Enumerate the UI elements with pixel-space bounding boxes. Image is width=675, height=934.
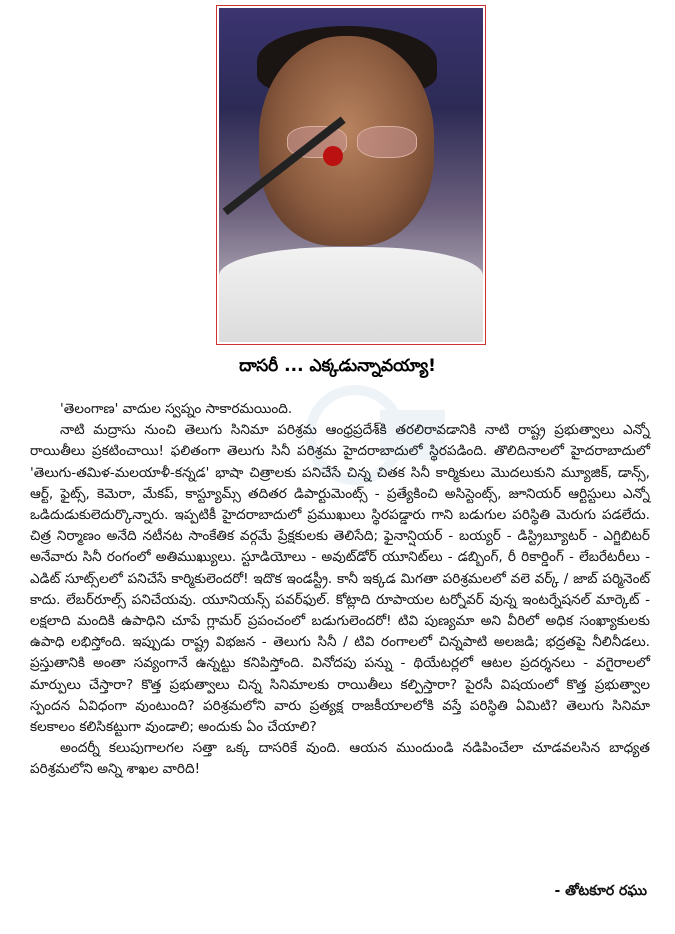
article-paragraph: అందర్నీ కలుపుగాలగల సత్తా ఒక్క దాసరికే వుంది. ఆయన ముందుండి నడిపించేలా చూడవలసిన బాధ్యత పరిశ్రమలోని అన్ని శాఖల వారిది! — [30, 740, 650, 778]
speaker-portrait — [219, 8, 483, 342]
article-body — [30, 399, 650, 781]
article-paragraph: 'తెలంగాణ' వాదుల స్వప్నం సాకారమయింది. — [60, 401, 293, 417]
article-headline: దాసరీ ... ఎక్కడున్నావయ్యా! — [239, 356, 436, 376]
article-photo — [216, 5, 486, 345]
microphone-icon — [323, 146, 343, 166]
author-byline: - తోటకూర రఘు — [554, 883, 647, 899]
portrait-shirt — [219, 247, 483, 342]
article-paragraph: నాటి మద్రాసు నుంచి తెలుగు సినిమా పరిశ్రమ ఆంధ్రప్రదేశ్‌కి తరలిరావడానికి నాటి రాష్ట్ర ప్రభుత్వాలు ఎన్నో రాయితీలు ప్రకటించాయి! ఫలితంగా తెలుగు సినీ పరిశ్రమ హైదరాబాదులో స్థిరపడింది. తొలిదినాలలో హైదరాబాదులో 'తెలుగు-తమిళ-మలయాళీ-కన్నడ' భాషా చిత్రాలకు పనిచేసే చిన్న చితక సినీ కార్మికులు మొదలుకుని మ్యూజిక్, డాన్స్, ఆర్ట్, ఫైట్స్, కెమెరా, మేకప్, కాస్ట్యూమ్స్ తదితర డిపార్టుమెంట్స్ - ప్రత్యేకించి అసిస్టెంట్స్, జూనియర్ ఆర్టిస్టులు ఎన్నో ఒడిదుడుకులెదుర్కొన్నారు. ఇప్పటికీ హైదరాబాదులో ప్రముఖులు స్థిరపడ్డారు గాని బడుగుల పరిస్థితి మెరుగు పడలేదు. చిత్ర నిర్మాణం అనేది నటీనట సాంకేతిక వర్గమే ప్రేక్షకులకు తెలిసేది; ఫైనాన్షియర్ - బయ్యర్ - డిస్ట్రిబ్యూటర్ - ఎగ్జిబిటర్ అనేవారు సినీ రంగంలో అతిముఖ్యులు. స్టూడియోలు - అవుట్‌డోర్ యూనిట్‌లు - డబ్బింగ్, రీ రికార్డింగ్ - లేబరేటరీలు - ఎడిట్ సూట్స్‌లలో పనిచేసే కార్మికులెందరో! ఇదొక ఇండస్ట్రీ. కానీ ఇక్కడ మిగతా పరిశ్రమలలో వలె వర్క్ / జాబ్ పర్మినెంట్ కాదు. లేబర్‌రూల్స్ పనిచేయవు. యూనియన్స్ పవర్‌ఫుల్. కోట్లాది రూపాయల టర్నోవర్ వున్న ఇంటర్నేషనల్ మార్కెట్ - లక్షలాది మందికి ఉపాధిని చూపే గ్లామర్ ప్రపంచంలో బడుగులెందరో! టివి పుణ్యమా అని వీరిలో అధిక సంఖ్యాకులకు ఉపాధి లభిస్తోంది. ఇప్పుడు రాష్ట్ర విభజన - తెలుగు సినీ / టివి రంగాలలో చిన్నపాటి అలజడి; భద్రతపై నీలినీడలు. ప్రస్తుతానికి అంతా సవ్యంగానే ఉన్నట్టు కనిపిస్తోంది. వినోదపు పన్ను - థియేటర్లలో ఆటల ప్రదర్శనలు - వగైరాలలో మార్పులు చేస్తారా? కొత్త ప్రభుత్వాలు చిన్న సినిమాలకు రాయితీలు కల్పిస్తారా? పైరసీ విషయంలో కొత్త ప్రభుత్వాల స్పందన ఏవిధంగా వుంటుంది? పరిశ్రమలోని వారు ప్రత్యక్ష రాజకీయాలలోకి వస్తే పరిస్థితి ఏమిటి? తెలుగు సినిమా కలకాలం కలిసికట్టుగా వుండాలి; అందుకు ఏం చేయాలి? — [30, 422, 650, 736]
